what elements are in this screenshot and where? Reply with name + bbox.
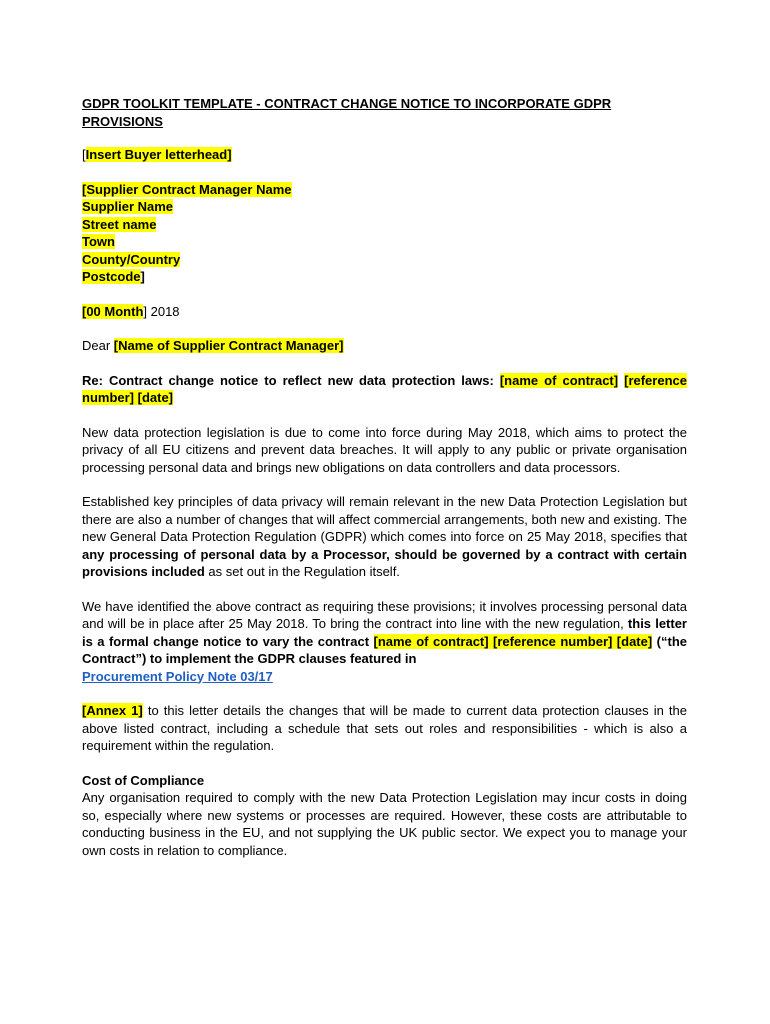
- annex-text: to this letter details the changes that will be made to current data protection clauses in the above listed contract, including a schedule that sets out roles and responsibilities - which is also a requirement within the regulation.: [82, 703, 687, 753]
- paragraph-intro: New data protection legislation is due to come into force during May 2018, which aims to protect the privacy of all EU citizens and prevent data breaches. It will apply to any public or private organisation processing personal data and brings new obligations on data controllers and data processors.: [82, 424, 687, 475]
- change-notice-contract-placeholder: [name of contract] [reference number] [date]: [373, 633, 653, 649]
- salutation-dear: Dear: [82, 338, 114, 353]
- subject-line: [82, 372, 687, 407]
- paragraph-annex: [82, 702, 687, 755]
- annex-placeholder: [Annex 1]: [82, 703, 143, 718]
- address-line-county: County/Country: [82, 251, 181, 267]
- address-line-postcode: Postcode: [82, 269, 141, 284]
- address-bracket-close: ]: [140, 269, 145, 284]
- document-title: [82, 95, 687, 130]
- principles-bold: any processing of personal data by a Processor, should be governed by a contract with certain provisions included: [82, 546, 687, 579]
- address-line-contract-manager: [Supplier Contract Manager Name: [82, 181, 292, 197]
- address-line-supplier: Supplier Name: [82, 199, 174, 214]
- cost-paragraph: Any organisation required to comply with the new Data Protection Legislation may incur costs in doing so, especially where new systems or processes are required. However, these costs are attributable to conducting business in the EU, and not supplying the UK public sector. We expect you to manage your own costs in relation to compliance.: [82, 790, 687, 858]
- letterhead-bracket: [: [82, 147, 86, 162]
- letterhead-placeholder: [82, 146, 687, 164]
- address-line-town: Town: [82, 234, 115, 249]
- letter-date: [82, 303, 687, 321]
- principles-text: Established key principles of data privacy will remain relevant in the new Data Protection Legislation but there are also a number of changes that will affect commercial arrangements, both new and existing. The new General Data Protection Regulation (GDPR) which comes into force on 25 May 2018, specifies that: [82, 494, 687, 544]
- date-placeholder: [00 Month: [82, 303, 144, 319]
- paragraph-principles: [82, 493, 687, 581]
- letter-body: [82, 95, 687, 859]
- salutation-name-placeholder: [Name of Supplier Contract Manager]: [113, 338, 344, 353]
- address-line-street: Street name: [82, 216, 157, 232]
- title-line-2: PROVISIONS: [82, 113, 163, 129]
- subject-contract-placeholder: [name of contract]: [499, 372, 619, 388]
- change-notice-text: We have identified the above contract as requiring these provisions; it involves processing personal data and will be in place after 25 May 2018. To bring the contract into line with the new regulation,: [82, 598, 687, 631]
- principles-end: as set out in the Regulation itself.: [204, 564, 400, 579]
- paragraph-change-notice: [82, 598, 687, 686]
- change-notice-bold-2: (“the Contract”) to implement the GDPR clauses featured in: [82, 633, 687, 666]
- subject-text: Re: Contract change notice to reflect new data protection laws:: [82, 372, 500, 388]
- salutation: [82, 337, 687, 355]
- supplier-address-block: [82, 181, 687, 286]
- cost-heading: Cost of Compliance: [82, 772, 205, 788]
- procurement-policy-note-link[interactable]: Procurement Policy Note 03/17: [82, 668, 273, 684]
- date-year: ] 2018: [143, 303, 180, 319]
- title-line-1: GDPR TOOLKIT TEMPLATE - CONTRACT CHANGE NOTICE TO INCORPORATE GDPR: [82, 96, 612, 111]
- subject-reference-placeholder: [reference number] [date]: [82, 372, 687, 405]
- change-notice-bold: this letter is a formal change notice to vary the contract: [82, 616, 687, 649]
- letterhead-text: Insert Buyer letterhead]: [85, 147, 232, 162]
